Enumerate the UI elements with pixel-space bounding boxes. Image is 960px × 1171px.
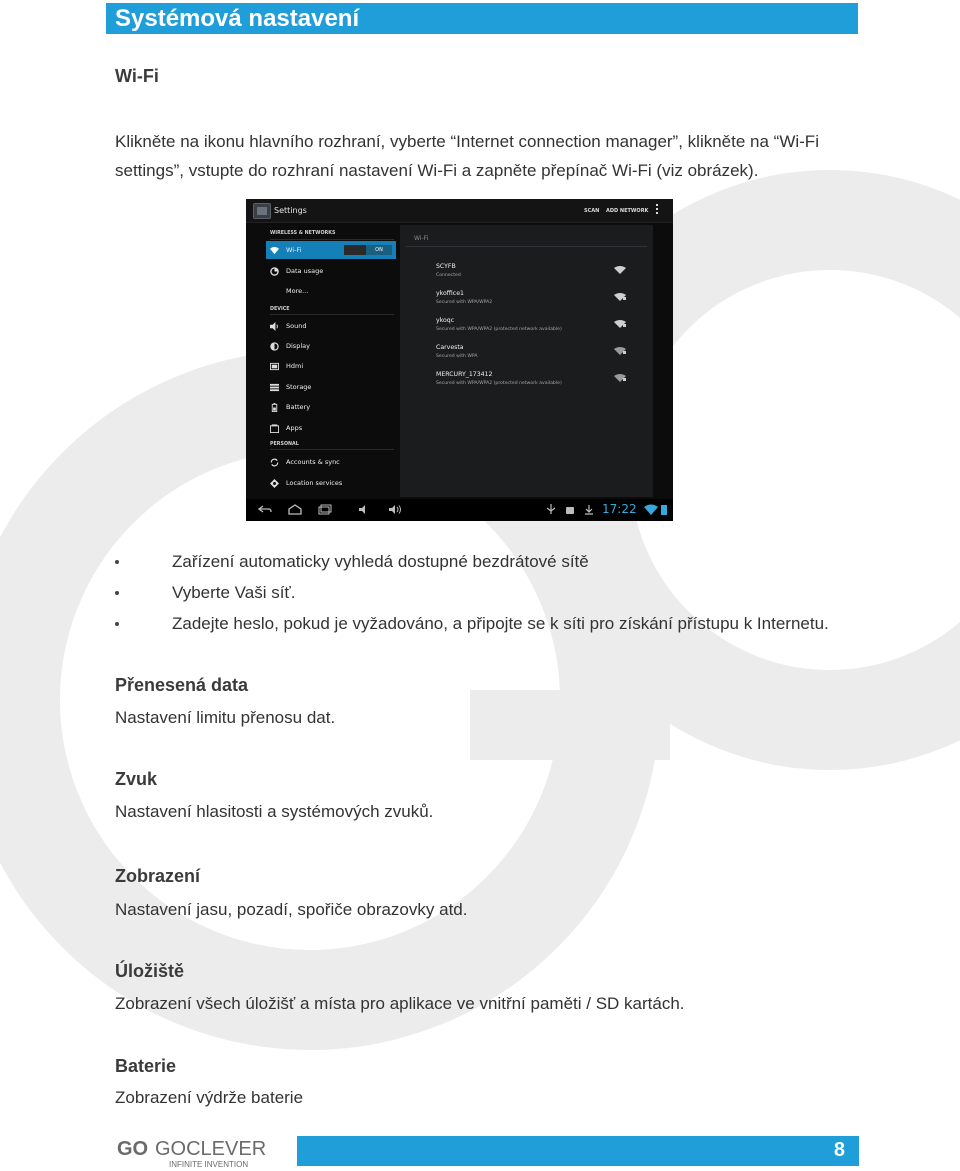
bullet-icon [115, 591, 119, 595]
location-icon [270, 479, 279, 488]
wifi-description-line-2: settings”, vstupte do rozhraní nastavení Wi-Fi a zapněte přepínač Wi-Fi (viz obrázek). [115, 161, 759, 180]
status-clock: 17:22 [602, 502, 637, 516]
settings-item-label: Apps [286, 424, 303, 432]
settings-item-data-usage[interactable] [266, 262, 396, 280]
network-name: ykoqc [436, 317, 455, 324]
settings-item-label: Location services [286, 479, 343, 487]
network-row[interactable] [436, 317, 636, 343]
action-bar [246, 199, 673, 223]
wifi-icon [270, 246, 279, 255]
recent-apps-icon[interactable] [318, 504, 332, 515]
data-usage-icon [270, 267, 279, 276]
wifi-signal-locked-icon [614, 347, 626, 355]
page-title: Systémová nastavení [106, 3, 858, 34]
wifi-toggle-state: ON [366, 245, 392, 255]
logo-tagline: INFINITE INVENTION [169, 1160, 249, 1169]
settings-app-icon [253, 203, 271, 219]
logo-wordmark: GOCLEVER [155, 1138, 267, 1160]
wifi-signal-locked-icon [614, 320, 626, 328]
settings-item-sound[interactable] [266, 317, 396, 335]
settings-item-label: Battery [286, 403, 311, 411]
footer-bar [297, 1136, 859, 1166]
settings-item-hdmi[interactable] [266, 357, 396, 375]
settings-item-storage[interactable] [266, 378, 396, 396]
page-number: 8 [833, 1139, 845, 1161]
network-name: Carvesta [436, 344, 464, 351]
network-status: Secured with WPA [436, 354, 478, 359]
usb-notification-icon [544, 504, 558, 515]
download-notification-icon [582, 504, 596, 515]
settings-item-label: Wi-Fi [286, 246, 302, 254]
wifi-signal-locked-icon [614, 374, 626, 382]
section-heading-storage: Úložiště [115, 961, 185, 981]
bullet-icon [115, 560, 119, 564]
overflow-menu-icon[interactable] [656, 204, 659, 218]
hdmi-icon [270, 362, 279, 371]
section-heading-sound: Zvuk [115, 769, 158, 789]
section-text-storage: Zobrazení všech úložišť a místa pro aplikace ve vnitřní paměti / SD kartách. [115, 994, 685, 1013]
settings-item-label: Sound [286, 322, 307, 330]
section-heading-display: Zobrazení [115, 866, 201, 886]
settings-category-list [266, 225, 396, 497]
network-name: MERCURY_173412 [436, 371, 493, 378]
logo-go-mark: GO [117, 1138, 149, 1160]
apps-icon [270, 424, 279, 433]
category-personal: PERSONAL [270, 442, 299, 447]
settings-item-label: Storage [286, 383, 312, 391]
settings-item-label: Hdmi [286, 362, 304, 370]
network-status: Connected [436, 273, 461, 278]
settings-item-more[interactable] [266, 282, 396, 300]
settings-item-label: Data usage [286, 267, 324, 275]
volume-up-icon[interactable] [388, 504, 402, 515]
wifi-toggle[interactable] [344, 245, 392, 255]
section-heading-data: Přenesená data [115, 675, 249, 695]
wifi-status-icon [644, 504, 658, 515]
section-text-battery: Zobrazení výdrže baterie [115, 1088, 304, 1107]
network-status: Secured with WPA/WPA2 (protected network available) [436, 327, 562, 332]
goclever-logo [117, 1134, 287, 1170]
wifi-signal-icon [614, 266, 626, 274]
settings-item-display[interactable] [266, 337, 396, 355]
network-status: Secured with WPA/WPA2 (protected network available) [436, 381, 562, 386]
network-row[interactable] [436, 344, 636, 370]
section-heading-battery: Baterie [115, 1056, 177, 1076]
settings-item-accounts-sync[interactable] [266, 453, 396, 471]
back-icon[interactable] [258, 504, 272, 515]
settings-item-label: Display [286, 342, 310, 350]
category-wireless-networks: WIRELESS & NETWORKS [270, 231, 336, 236]
settings-item-label: Accounts & sync [286, 458, 340, 466]
section-text-sound: Nastavení hlasitosti a systémových zvuků. [115, 802, 434, 821]
wifi-list-header: Wi-Fi [414, 235, 429, 242]
bullet-icon [115, 622, 119, 626]
wifi-description-line-1: Klikněte na ikonu hlavního rozhraní, vyberte “Internet connection manager”, klikněte na “Wi-Fi [115, 132, 819, 151]
sound-icon [270, 322, 279, 331]
add-network-button[interactable]: ADD NETWORK [606, 208, 649, 214]
display-icon [270, 342, 279, 351]
sync-icon [270, 458, 279, 467]
settings-item-battery[interactable] [266, 398, 396, 416]
battery-icon [270, 403, 279, 412]
network-name: SCYFB [436, 263, 456, 270]
system-bar [246, 499, 673, 521]
settings-screenshot [246, 199, 673, 521]
network-row[interactable] [436, 290, 636, 316]
settings-item-apps[interactable] [266, 419, 396, 437]
network-row[interactable] [436, 263, 636, 289]
action-bar-title: Settings [274, 206, 307, 215]
battery-status-icon [659, 504, 669, 515]
network-status: Secured with WPA/WPA2 [436, 300, 493, 305]
volume-down-icon[interactable] [358, 504, 372, 515]
settings-item-location[interactable] [266, 474, 396, 492]
section-heading-wifi: Wi-Fi [115, 66, 159, 86]
wifi-network-list [400, 225, 653, 497]
network-name: ykoffice1 [436, 290, 464, 297]
storage-icon [270, 383, 279, 392]
settings-item-wifi[interactable] [266, 241, 396, 259]
section-text-data: Nastavení limitu přenosu dat. [115, 708, 336, 727]
section-text-display: Nastavení jasu, pozadí, spořiče obrazovky atd. [115, 900, 468, 919]
category-device: DEVICE [270, 307, 290, 312]
scan-button[interactable]: SCAN [584, 208, 600, 214]
home-icon[interactable] [288, 504, 302, 515]
android-notification-icon [563, 504, 577, 515]
wifi-signal-locked-icon [614, 293, 626, 301]
network-row[interactable] [436, 371, 636, 397]
settings-item-label: More... [286, 287, 309, 295]
